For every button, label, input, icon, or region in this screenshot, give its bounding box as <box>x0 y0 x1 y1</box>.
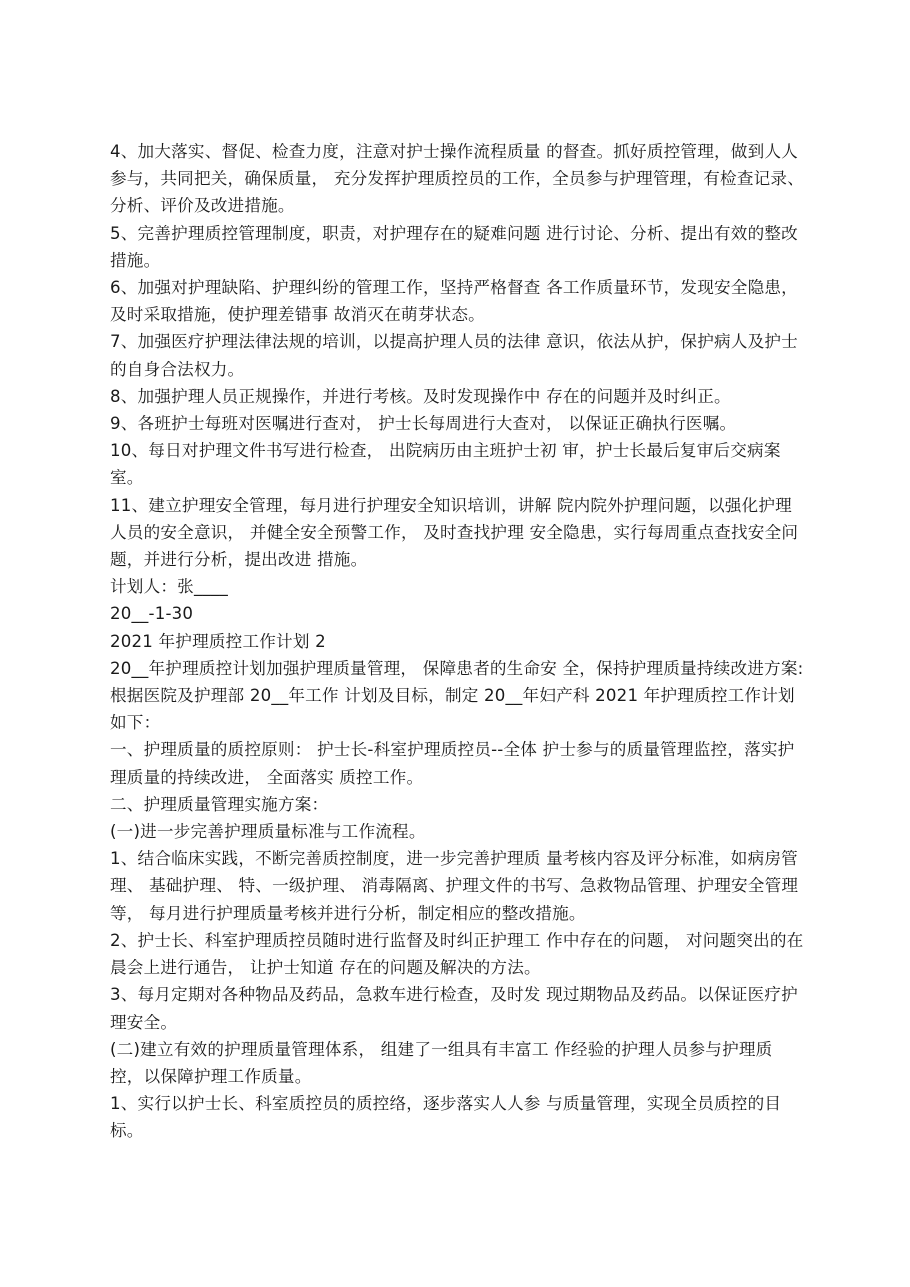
paragraph-8: 8、加强护理人员正规操作，并进行考核。及时发现操作中 存在的问题并及时纠正。 <box>110 386 731 406</box>
item-1-paragraph: 1、结合临床实践，不断完善质控制度，进一步完善护理质 量考核内容及评分标准，如病房管理、 基础护理、 特、一级护理、 消毒隔离、护理文件的书写、急救物品管理、护理安全管理等， 每月进行护理质量考核并进行分析，制定相应的整改措施。 <box>110 849 799 923</box>
principle-paragraph: 一、护理质量的质控原则： 护士长-科室护理质控员--全体 护士参与的质量管理监控，落实护理质量的持续改进， 全面落实 质控工作。 <box>110 740 795 787</box>
paragraph-4: 4、加大落实、督促、检查力度，注意对护士操作流程质量 的督查。抓好质控管理，做到人人参与，共同把关，确保质量， 充分发挥护理质控员的工作，全员参与护理管理，有检查记录、 分析、评价及改进措施。 <box>110 142 805 216</box>
paragraph-9: 9、各班护士每班对医嘱进行查对， 护士长每周进行大查对， 以保证正确执行医嘱。 <box>110 414 737 434</box>
section-title: 2021 年护理质控工作计划 2 <box>110 631 326 651</box>
planner-line: 计划人：张____ <box>110 577 228 597</box>
subsection-two-paragraph: (二)建立有效的护理质量管理体系， 组建了一组具有丰富工 作经验的护理人员参与护理质控，以保障护理工作质量。 <box>110 1039 773 1086</box>
subsection-two-item-1: 1、实行以护士长、科室质控员的质控络，逐步落实人人参 与质量管理，实现全员质控的目标。 <box>110 1094 782 1141</box>
item-2-paragraph: 2、护士长、科室护理质控员随时进行监督及时纠正护理工 作中存在的问题， 对问题突出的在晨会上进行通告， 让护士知道 存在的问题及解决的方法。 <box>110 930 804 978</box>
intro-paragraph: 20__年护理质控计划加强护理质量管理， 保障患者的生命安 全，保持护理质量持续改进方案:根据医院及护理部 20__年工作 计划及目标，制定 20__年妇产科 2021 年护理质控工作计划如下： <box>110 658 804 733</box>
plan-heading: 二、护理质量管理实施方案： <box>110 794 329 814</box>
paragraph-6: 6、加强对护理缺陷、护理纠纷的管理工作，坚持严格督查 各工作质量环节，发现安全隐患，及时采取措施，使护理差错事 故消灭在萌芽状态。 <box>110 278 798 325</box>
date-line: 20__-1-30 <box>110 604 194 624</box>
subsection-one-heading: (一)进一步完善护理质量标准与工作流程。 <box>110 822 426 842</box>
document-body <box>110 138 805 1145</box>
paragraph-7: 7、加强医疗护理法律法规的培训，以提高护理人员的法律 意识，依法从护，保护病人及护士的自身合法权力。 <box>110 332 798 379</box>
paragraph-11: 11、建立护理安全管理，每月进行护理安全知识培训，讲解 院内院外护理问题，以强化护理人员的安全意识， 并健全安全预警工作， 及时查找护理 安全隐患，实行每周重点查找安全问题，并进行分析，提出改进 措施。 <box>110 495 799 570</box>
item-3-paragraph: 3、每月定期对各种物品及药品，急救车进行检查，及时发 现过期物品及药品。以保证医疗护理安全。 <box>110 985 798 1032</box>
paragraph-10: 10、每日对护理文件书写进行检查， 出院病历由主班护士初 审，护士长最后复审后交病案室。 <box>110 441 781 488</box>
paragraph-5: 5、完善护理质控管理制度，职责，对护理存在的疑难问题 进行讨论、分析、提出有效的整改措施。 <box>110 223 798 270</box>
